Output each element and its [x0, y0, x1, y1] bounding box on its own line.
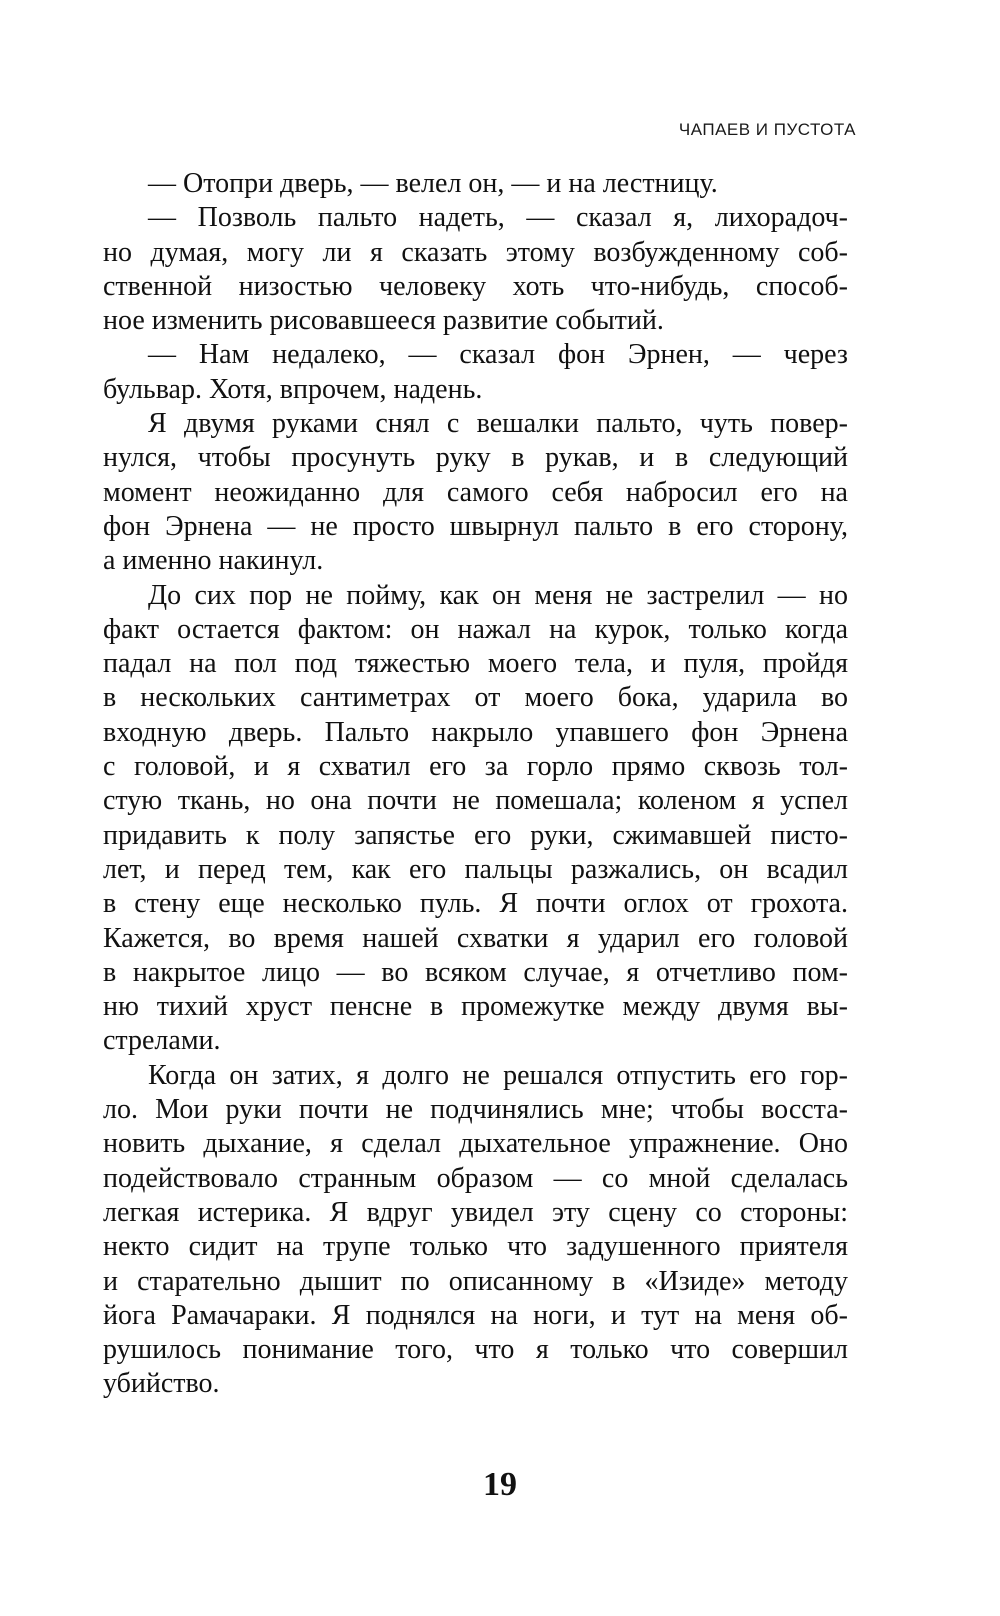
body-text — [103, 167, 848, 1402]
text-line: с головой, и я схватил его за горло прямо сквозь тол- — [103, 751, 848, 783]
text-line: — Позволь пальто надеть, — сказал я, лихорадоч- — [148, 202, 848, 234]
text-line: ло. Мои руки почти не подчинялись мне; чтобы восста- — [103, 1094, 848, 1126]
text-line: подействовало странным образом — со мной сделалась — [103, 1162, 848, 1194]
text-line: факт остается фактом: он нажал на курок, только когда — [103, 613, 848, 645]
text-line: убийство. — [103, 1368, 220, 1400]
text-line: некто сидит на трупе только что задушенного приятеля — [103, 1231, 848, 1263]
text-line: ное изменить рисовавшееся развитие событий. — [103, 305, 664, 337]
text-line: рушилось понимание того, что я только что совершил — [103, 1334, 848, 1366]
page-number: 19 — [483, 1466, 517, 1503]
text-line: легкая истерика. Я вдруг увидел эту сцену со стороны: — [103, 1196, 848, 1228]
text-line: Кажется, во время нашей схватки я ударил его головой — [103, 922, 848, 954]
text-line: но думая, могу ли я сказать этому возбужденному соб- — [103, 236, 848, 268]
text-line: стрелами. — [103, 1025, 221, 1057]
text-line: падал на пол под тяжестью моего тела, и пуля, пройдя — [103, 648, 848, 680]
text-line: бульвар. Хотя, впрочем, надень. — [103, 373, 483, 405]
text-line: — Отопри дверь, — велел он, — и на лестницу. — [148, 168, 718, 199]
text-line: ню тихий хруст пенсне в промежутке между двумя вы- — [103, 991, 848, 1023]
text-line: Я двумя руками снял с вешалки пальто, чуть повер- — [148, 408, 848, 440]
text-line: в нескольких сантиметрах от моего бока, ударила во — [103, 682, 848, 714]
text-line: Когда он затих, я долго не решался отпустить его гор- — [148, 1059, 848, 1091]
text-line: а именно накинул. — [103, 545, 324, 577]
text-line: новить дыхание, я сделал дыхательное упражнение. Оно — [103, 1128, 848, 1160]
text-line: До сих пор не пойму, как он меня не застрелил — но — [148, 579, 848, 611]
text-line: и старательно дышит по описанному в «Изиде» методу — [103, 1265, 848, 1297]
text-line: стую ткань, но она почти не помешала; коленом я успел — [103, 785, 848, 817]
text-line: в накрытое лицо — во всяком случае, я отчетливо пом- — [103, 956, 848, 988]
text-line: нулся, чтобы просунуть руку в рукав, и в следующий — [103, 442, 848, 474]
running-head: ЧАПАЕВ И ПУСТОТА — [678, 120, 856, 139]
text-line: придавить к полу запястье его руки, сжимавшей писто- — [103, 819, 848, 851]
text-line: момент неожиданно для самого себя набросил его на — [103, 476, 848, 508]
text-line: в стену еще несколько пуль. Я почти оглох от грохота. — [103, 888, 848, 920]
text-line: лет, и перед тем, как его пальцы разжались, он всадил — [103, 853, 848, 885]
text-line: входную дверь. Пальто накрыло упавшего фон Эрнена — [103, 716, 848, 748]
text-line: ственной низостью человеку хоть что-нибудь, способ- — [103, 270, 848, 302]
text-line: фон Эрнена — не просто швырнул пальто в его сторону, — [103, 510, 848, 542]
text-line: — Нам недалеко, — сказал фон Эрнен, — через — [148, 339, 848, 371]
text-line: йога Рамачараки. Я поднялся на ноги, и тут на меня об- — [103, 1299, 848, 1331]
